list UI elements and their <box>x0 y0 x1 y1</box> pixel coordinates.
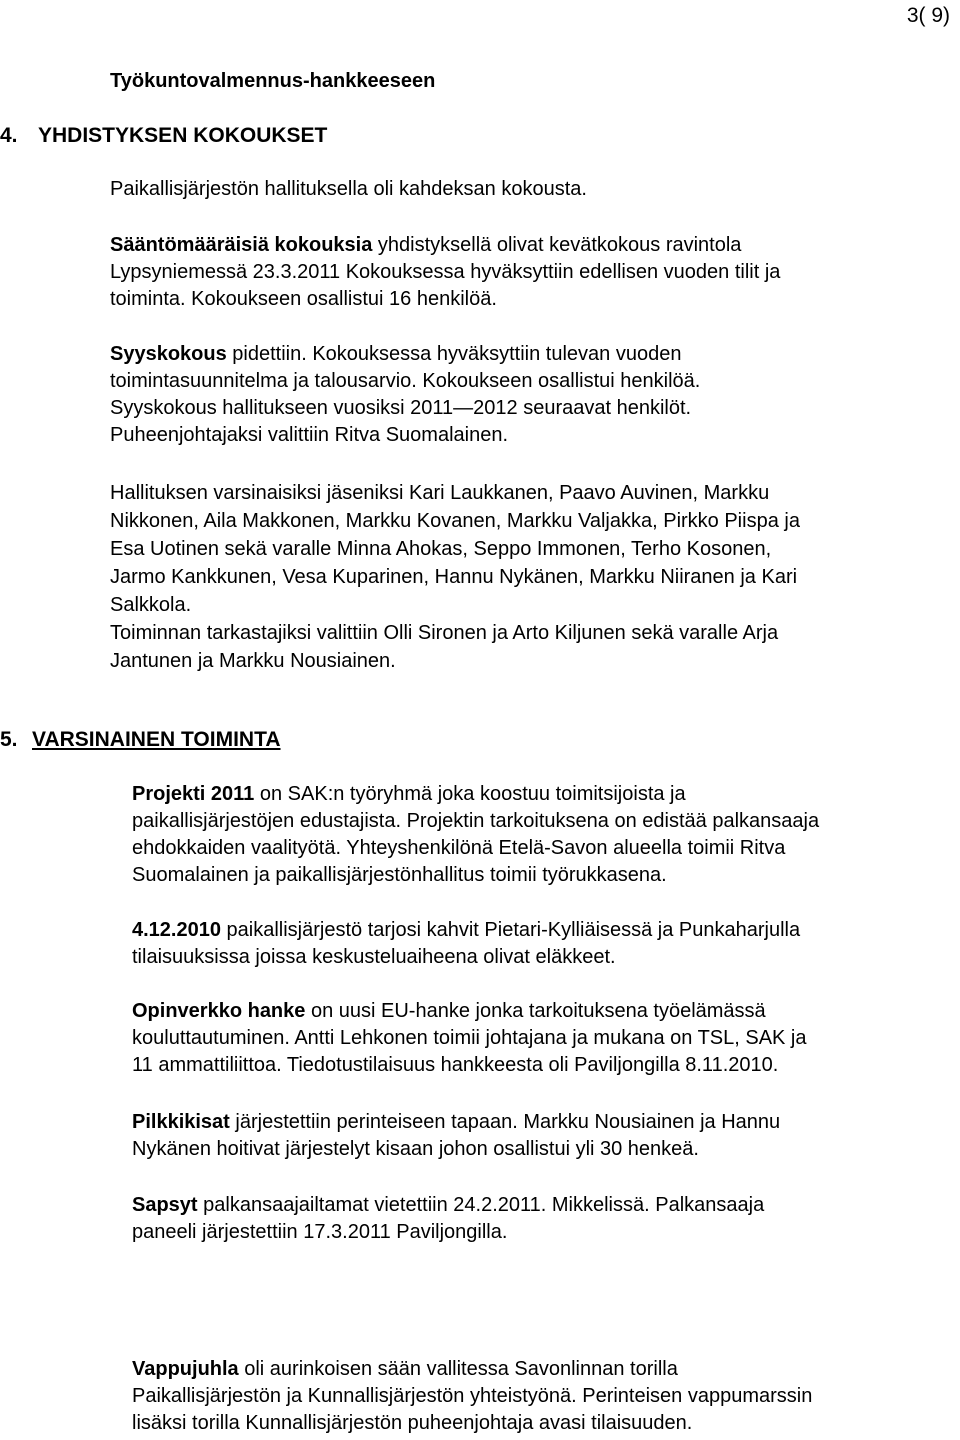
intro-title: Työkuntovalmennus-hankkeeseen <box>110 70 436 92</box>
board-members-paragraph: Hallituksen varsinaisiksi jäseniksi Kari Laukkanen, Paavo Auvinen, Markku Nikkonen, Aila Makkonen, Markku Kovanen, Markku Valjakka, Pirkko Piispa ja Esa Uotinen sekä varalle Minna Ahokas, Seppo Immonen, Terho Kosonen, Jarmo Kankkunen, Vesa Kuparinen, Hannu Nykänen, Markku Niiranen ja Kari Salkkola. Toiminnan tarkastajiksi valittiin Olli Sironen ja Arto Kiljunen sekä varalle Arja Jantunen ja Markku Nousiainen. <box>110 482 800 672</box>
regular-meetings-lead: Sääntömääräisiä kokouksia <box>110 234 373 256</box>
opinverkko-paragraph: Opinverkko hanke on uusi EU-hanke jonka tarkoituksena työelämässä kouluttautuminen. Antti Lehkonen toimii johtajana ja mukana on TSL, SAK ja 11 ammattiliittoa. Tiedotustilaisuus hankkeesta oli Paviljongilla 8.11.2010. <box>132 1000 807 1076</box>
section-5-title: VARSINAINEN TOIMINTA <box>32 728 281 751</box>
regular-meetings-paragraph: Sääntömääräisiä kokouksia yhdistyksellä olivat kevätkokous ravintola Lypsyniemessä 23.3.2011 Kokouksessa hyväksyttiin edellisen vuoden tilit ja toiminta. Kokoukseen osallistui 16 henkilöä. <box>110 234 781 310</box>
pension-event-paragraph: 4.12.2010 paikallisjärjestö tarjosi kahvit Pietari-Kylliäisessä ja Punkaharjulla tilaisuuksissa joissa keskusteluaiheena olivat eläkkeet. <box>132 919 801 968</box>
vappujuhla-paragraph: Vappujuhla oli aurinkoisen sään vallitessa Savonlinnan torilla Paikallisjärjestön ja Kunnallisjärjestön yhteistyönä. Perinteisen vappumarssin lisäksi torilla Kunnallisjärjestön puheenjohtaja avasi tilaisuuden. <box>132 1358 813 1434</box>
section-4-title-text <box>38 122 327 149</box>
autumn-meeting-lead: Syyskokous <box>110 343 227 365</box>
projekti-paragraph: Projekti 2011 on SAK:n työryhmä joka koostuu toimitsijoista ja paikallisjärjestöjen edustajista. Projektin tarkoituksena on edistää palkansaaja ehdokkaiden vaalityötä. Yhteyshenkilönä Etelä-Savon alueella toimii Ritva Suomalainen ja paikallisjärjestönhallitus toimii työrukkasena. <box>132 783 820 886</box>
pilkkikisat-paragraph: Pilkkikisat järjestettiin perinteiseen tapaan. Markku Nousiainen ja Hannu Nykänen hoitivat järjestelyt kisaan johon osallistui yli 30 henkeä. <box>132 1111 781 1160</box>
section-4-number: 4. <box>0 124 18 147</box>
section-5-heading <box>0 726 281 753</box>
section-4-title-label: YHDISTYKSEN KOKOUKSET <box>38 124 328 147</box>
section-5-number: 5. <box>0 728 18 751</box>
autumn-meeting-paragraph: Syyskokous pidettiin. Kokouksessa hyväksyttiin tulevan vuoden toimintasuunnitelma ja talousarvio. Kokoukseen osallistui henkilöä. Syyskokous hallitukseen vuosiksi 2011—2012 seuraavat henkilöt. Puheenjohtajaksi valittiin Ritva Suomalainen. <box>110 343 701 446</box>
board-meetings-paragraph: Paikallisjärjestön hallituksella oli kahdeksan kokousta. <box>110 178 587 200</box>
page-number: 3( 9) <box>906 4 950 27</box>
sapsyt-paragraph: Sapsyt palkansaajailtamat vietettiin 24.2.2011. Mikkelissä. Palkansaaja paneeli järjestettiin 17.3.2011 Paviljongilla. <box>132 1194 765 1243</box>
